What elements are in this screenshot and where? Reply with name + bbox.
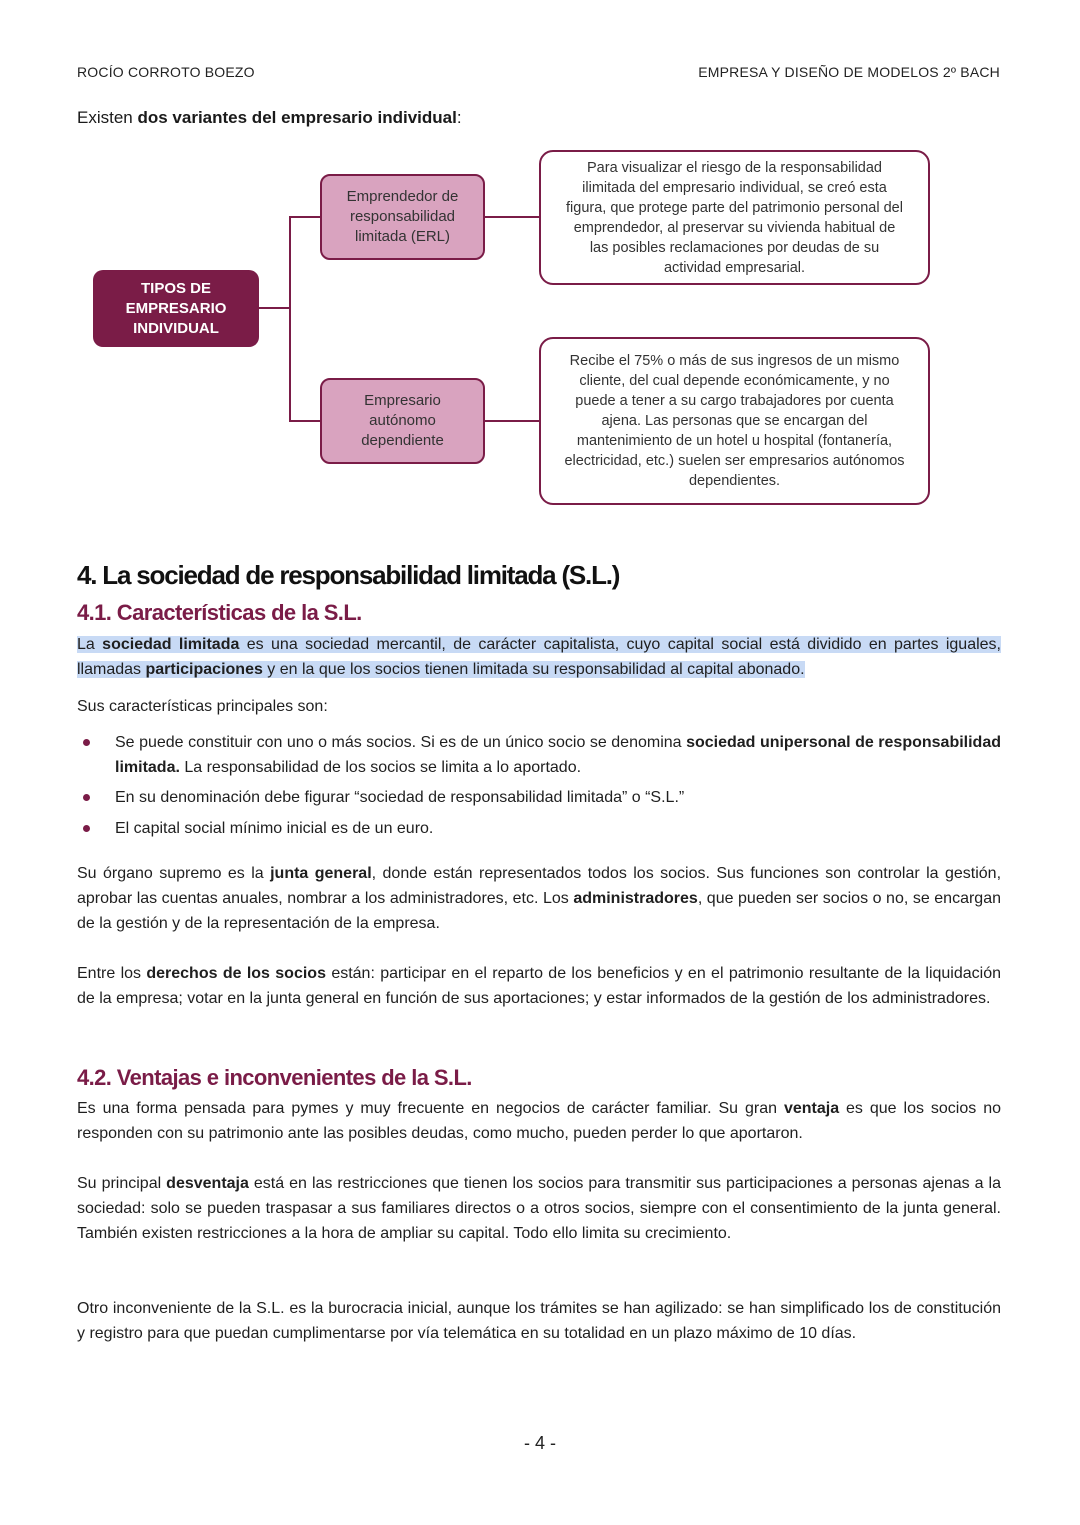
bullet-icon [83, 739, 90, 746]
organ-b2: administradores [573, 890, 698, 907]
def-t3: y en la que los socios tienen limitada su responsabilidad al capital abonado. [262, 661, 805, 678]
diagram-desc-autonomo-text: Recibe el 75% o más de sus ingresos de un mismo cliente, del cual depende económicamente, y no puede a tener a su cargo trabajadores por cuenta ajena. Las personas que se encargan del mantenimiento de un hotel u hospital (fontanería, electricidad, etc.) suelen ser empresarios autónomos dependientes. [564, 353, 905, 489]
connector-trunk [289, 216, 291, 422]
section-4-2-title: 4.2. Ventajas e inconvenientes de la S.L. [77, 1065, 472, 1090]
organ-b1: junta general [270, 865, 372, 882]
bullet-icon [83, 825, 90, 832]
diagram-desc-autonomo [539, 337, 930, 505]
connector-branch-2 [289, 420, 320, 422]
bullet-icon [83, 794, 90, 801]
def-t1: La [77, 636, 103, 653]
connector-root [259, 307, 290, 309]
list-item [77, 785, 1001, 810]
def-t2: es una sociedad mercantil, de carácter capitalista, cuyo capital social está dividido en partes iguales, llamadas [77, 636, 1001, 678]
diagram-desc-erl [539, 150, 930, 285]
connector-branch-1 [289, 216, 320, 218]
def-b2: participaciones [145, 661, 263, 678]
bullet-text-1 [115, 730, 1001, 780]
b1-t2: La responsabilidad de los socios se limita a lo aportado. [179, 759, 582, 776]
section-4-title: 4. La sociedad de responsabilidad limitada (S.L.) [77, 560, 620, 590]
page-number: - 4 - [523, 1433, 556, 1453]
diagram-desc-erl-text: Para visualizar el riesgo de la responsabilidad ilimitada del empresario individual, se creó esta figura, que protege parte del patrimonio personal del emprendedor, al preservar su vivienda habitual de las posibles reclamaciones por deudas de su actividad empresarial. [566, 159, 903, 276]
connector-desc-1 [485, 216, 539, 218]
advantage-paragraph [77, 1096, 1001, 1146]
rights-t2: están: participar en el reparto de los beneficios y en el patrimonio resultante de la liquidación de la empresa; votar en la junta general en función de sus aportaciones; y estar informados de la gestión de los administradores. [77, 965, 1001, 1007]
dis-t1: Su principal [77, 1175, 167, 1192]
organ-t3: , que pueden ser socios o no, se encargan de la gestión y de la representación de la empresa. [77, 890, 1001, 932]
rights-b1: derechos de los socios [146, 965, 326, 982]
diagram-node-erl-label: Emprendedor de responsabilidad limitada (ERL) [346, 188, 459, 245]
organ-paragraph [77, 861, 1001, 936]
intro-text [77, 108, 462, 128]
organ-t1: Su órgano supremo es la [77, 865, 271, 882]
intro-bold: dos variantes del empresario individual [137, 108, 457, 127]
adv-b1: ventaja [783, 1100, 840, 1117]
diagram-node-autonomo-label: Empresario autónomo dependiente [361, 392, 444, 449]
diagram-node-autonomo [320, 378, 485, 464]
diagram-root-node [93, 270, 259, 347]
definition-paragraph [77, 632, 1001, 682]
b1-bold: sociedad unipersonal de responsabilidad limitada. [115, 734, 1001, 776]
diagram-node-erl [320, 174, 485, 260]
list-item [77, 730, 1001, 780]
b1-t1: Se puede constituir con uno o más socios. Si es de un único socio se denomina [115, 734, 687, 751]
list-item [77, 816, 1001, 841]
bullet-text-3: El capital social mínimo inicial es de un euro. [115, 820, 434, 837]
connector-desc-2 [485, 420, 539, 422]
disadvantage-paragraph [77, 1171, 1001, 1246]
characteristics-lead: Sus características principales son: [77, 698, 328, 715]
adv-t2: es que los socios no responden con su patrimonio ante las posibles deudas, como mucho, pueden perder lo que aportaron. [77, 1100, 1001, 1142]
organ-t2: , donde están representados todos los socios. Sus funciones son controlar la gestión, aprobar las cuentas anuales, nombrar a los administradores, etc. Los [77, 865, 1002, 907]
header-author: ROCÍO CORROTO BOEZO [77, 64, 255, 80]
diagram-root-label: TIPOS DE EMPRESARIO INDIVIDUAL [125, 279, 227, 337]
rights-t1: Entre los [77, 965, 147, 982]
dis-b1: desventaja [166, 1175, 249, 1192]
intro-suffix: : [456, 108, 462, 127]
other-paragraph: Otro inconveniente de la S.L. es la burocracia inicial, aunque los trámites se han agilizado: se han simplificado los de constitución y registro para que puedan cumplimentarse por vía telemática en su totalidad en un plazo máximo de 10 días. [77, 1300, 1001, 1342]
dis-t2: está en las restricciones que tienen los socios para transmitir sus participaciones a personas ajenas a la sociedad: solo se pueden traspasar a sus familiares directos o a otros socios, siempre con el consentimiento de la junta general. También existen restricciones a la hora de ampliar su capital. Todo ello limita su crecimiento. [77, 1175, 1002, 1242]
rights-paragraph [77, 961, 1001, 1011]
definition-highlight [77, 636, 1001, 678]
section-4-1-title: 4.1. Características de la S.L. [77, 600, 362, 625]
intro-prefix: Existen [77, 108, 138, 127]
adv-t1: Es una forma pensada para pymes y muy frecuente en negocios de carácter familiar. Su gran [77, 1100, 784, 1117]
bullet-text-2: En su denominación debe figurar “sociedad de responsabilidad limitada” o “S.L.” [115, 789, 685, 806]
def-b1: sociedad limitada [102, 636, 240, 653]
header-course: EMPRESA Y DISEÑO DE MODELOS 2º BACH [698, 64, 1000, 80]
